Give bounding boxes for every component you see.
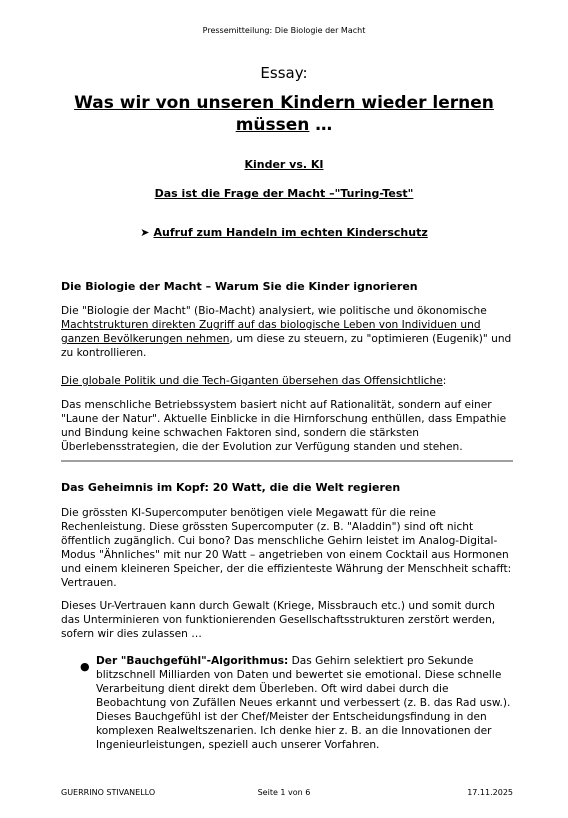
paragraph-globale-politik [61, 374, 516, 388]
bullet-heading: Der "Bauchgefühl"-Algorithmus: [96, 655, 289, 667]
bullet-bauchgefuehl [96, 654, 516, 752]
paragraph-text: , um diese zu steuern, zu "optimieren (Eugenik)" und zu kontrollieren. [61, 333, 512, 359]
page-header: Pressemitteilung: Die Biologie der Macht [202, 26, 366, 35]
paragraph-text: Die "Biologie der Macht" (Bio-Macht) analysiert, wie politische und ökonomische [61, 305, 487, 317]
paragraph-bio-macht [61, 304, 516, 360]
title-ellipsis: … [309, 115, 333, 135]
paragraph-betriebssystem: Das menschliche Betriebssystem basiert nicht auf Rationalität, sondern auf einer "Laune der Natur". Aktuelle Einblicke in die Hirnforschung enthüllen, dass Empathie und Bindung keine schwachen Faktoren sind, sondern die stärksten Überlebensstrategien, die der Evolution zur Verfügung standen und stehen. [61, 399, 507, 453]
section-heading-20-watt: Das Geheimnis im Kopf: 20 Watt, die die Welt regieren [61, 481, 401, 494]
subtitle-kinder-vs-ki: Kinder vs. KI [244, 158, 324, 171]
paragraph-ur-vertrauen: Dieses Ur-Vertrauen kann durch Gewalt (Kriege, Missbrauch etc.) und somit durch das Unterminieren von funktionierenden Gesellschaftsstrukturen zerstört werden, sofern wir dies zulassen … [61, 600, 496, 640]
paragraph-text: : [442, 375, 447, 387]
bullet-text: Das Gehirn selektiert pro Sekunde blitzschnell Milliarden von Daten und bewertet sie emotional. Diese schnelle Verarbeitung dient direkt dem Überleben. Oft wird dabei durch die Beobachtung von Zufällen Neues erkannt und verbessert (z. B. das Rad usw.). Dieses Bauchgefühl ist der Chef/Meister der Entscheidungsfindung in den komplexen Realweltszenarien. Ich denke hier z. B. an die Innovationen der Ingenieurleistungen, speziell auch unserer Vorfahren. [96, 655, 511, 751]
arrow-icon: ➤ [140, 226, 150, 239]
paragraph-underlined: Die globale Politik und die Tech-Giganten übersehen das Offensichtliche [61, 375, 443, 387]
essay-title-text: Was wir von unseren Kindern wieder lernen müssen [74, 93, 494, 135]
section-heading-biologie: Die Biologie der Macht – Warum Sie die Kinder ignorieren [61, 280, 418, 293]
call-to-action [0, 226, 568, 239]
horizontal-divider [61, 460, 513, 462]
subtitle-turing-test: Das ist die Frage der Macht –"Turing-Test" [154, 187, 414, 200]
essay-title [60, 92, 508, 136]
paragraph-supercomputer: Die grössten KI-Supercomputer benötigen viele Megawatt für die reine Rechenleistung. Diese grössten Supercomputer (z. B. "Aladdin") sind oft nicht öffentlich zugänglich. Cui bono? Das menschliche Gehirn leistet im Analog-Digital-Modus "Ähnliches" mit nur 20 Watt – angetrieben von einem Cocktail aus Hormonen und einem kleineren Speicher, der die effizienteste Währung der Menschheit schafft: Vertrauen. [61, 507, 512, 589]
bullet-icon: ● [80, 660, 90, 673]
footer-author: GUERRINO STIVANELLO [61, 788, 156, 797]
essay-label: Essay: [260, 64, 308, 82]
footer-page-number: Seite 1 von 6 [257, 788, 311, 797]
call-to-action-text: Aufruf zum Handeln im echten Kinderschutz [153, 226, 428, 239]
paragraph-underlined: Machtstrukturen direkten Zugriff auf das biologische Leben von Individuen und ganzen Bevölkerungen nehmen [61, 319, 481, 345]
footer-date: 17.11.2025 [467, 788, 513, 797]
